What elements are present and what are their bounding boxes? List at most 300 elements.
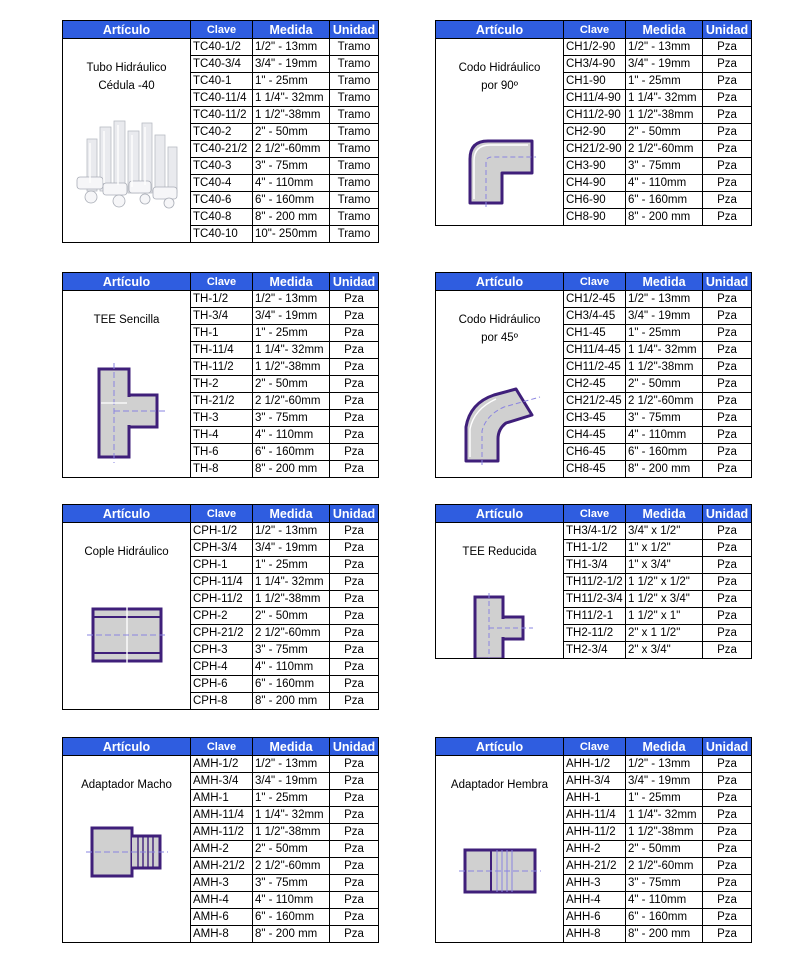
medida-cell: 8" - 200 mm — [253, 926, 330, 943]
product-name — [63, 59, 190, 95]
articulo-cell — [436, 756, 564, 943]
clave-cell: TH-1/2 — [191, 291, 253, 308]
medida-cell: 1/2" - 13mm — [626, 39, 703, 56]
clave-cell: CH2-45 — [564, 376, 626, 393]
clave-cell: CH11/2-90 — [564, 107, 626, 124]
header-medida: Medida — [626, 21, 703, 39]
medida-cell: 2 1/2"-60mm — [626, 141, 703, 158]
unidad-cell: Pza — [703, 824, 752, 841]
medida-cell: 6" - 160mm — [626, 192, 703, 209]
product-block-codo45 — [435, 272, 751, 478]
medida-cell: 1/2" - 13mm — [253, 523, 330, 540]
unidad-cell: Pza — [330, 342, 379, 359]
unidad-cell: Pza — [703, 773, 752, 790]
clave-cell: TC40-6 — [191, 192, 253, 209]
unidad-cell: Pza — [330, 773, 379, 790]
medida-cell: 2 1/2"-60mm — [253, 393, 330, 410]
clave-cell: CH4-45 — [564, 427, 626, 444]
clave-cell: TC40-2 — [191, 124, 253, 141]
medida-cell: 8" - 200 mm — [253, 209, 330, 226]
medida-cell: 1" - 25mm — [626, 790, 703, 807]
unidad-cell: Pza — [330, 444, 379, 461]
unidad-cell: Pza — [703, 124, 752, 141]
unidad-cell: Pza — [703, 325, 752, 342]
clave-cell: CPH-3/4 — [191, 540, 253, 557]
medida-cell: 1 1/4"- 32mm — [253, 574, 330, 591]
unidad-cell: Pza — [703, 158, 752, 175]
coupling-icon — [63, 603, 190, 667]
unidad-cell: Pza — [330, 427, 379, 444]
clave-cell: TC40-1 — [191, 73, 253, 90]
product-table — [435, 20, 752, 226]
product-name — [63, 543, 190, 561]
unidad-cell: Pza — [330, 756, 379, 773]
unidad-cell: Pza — [330, 909, 379, 926]
clave-cell: CPH-3 — [191, 642, 253, 659]
unidad-cell: Pza — [330, 410, 379, 427]
medida-cell: 4" - 110mm — [253, 427, 330, 444]
product-name-line: por 45º — [481, 332, 518, 344]
medida-cell: 2 1/2"-60mm — [253, 625, 330, 642]
medida-cell: 2 1/2"-60mm — [626, 393, 703, 410]
header-articulo: Artículo — [436, 21, 564, 39]
header-articulo: Artículo — [63, 273, 191, 291]
unidad-cell: Pza — [703, 841, 752, 858]
medida-cell: 1 1/2" x 1" — [626, 608, 703, 625]
product-name-line: Codo Hidráulico — [458, 62, 541, 74]
header-unidad: Unidad — [330, 273, 379, 291]
medida-cell: 2" - 50mm — [253, 376, 330, 393]
unidad-cell: Pza — [703, 591, 752, 608]
header-clave: Clave — [564, 738, 626, 756]
product-table — [62, 737, 379, 943]
clave-cell: CH11/4-90 — [564, 90, 626, 107]
unidad-cell: Pza — [703, 192, 752, 209]
unidad-cell: Pza — [703, 73, 752, 90]
medida-cell: 8" - 200 mm — [626, 209, 703, 226]
product-block-adaptador-macho — [62, 737, 378, 943]
header-clave: Clave — [564, 273, 626, 291]
clave-cell: TH11/2-3/4 — [564, 591, 626, 608]
clave-cell: AHH-11/2 — [564, 824, 626, 841]
unidad-cell: Pza — [703, 756, 752, 773]
header-clave: Clave — [564, 505, 626, 523]
medida-cell: 3" - 75mm — [253, 158, 330, 175]
unidad-cell: Pza — [703, 141, 752, 158]
medida-cell: 1/2" - 13mm — [626, 756, 703, 773]
medida-cell: 1 1/2" x 3/4" — [626, 591, 703, 608]
medida-cell: 4" - 110mm — [626, 892, 703, 909]
clave-cell: CH2-90 — [564, 124, 626, 141]
unidad-cell: Tramo — [330, 158, 379, 175]
unidad-cell: Pza — [330, 676, 379, 693]
clave-cell: TC40-8 — [191, 209, 253, 226]
header-unidad: Unidad — [703, 738, 752, 756]
medida-cell: 3" - 75mm — [253, 410, 330, 427]
medida-cell: 1" x 1/2" — [626, 540, 703, 557]
unidad-cell: Tramo — [330, 192, 379, 209]
unidad-cell: Pza — [703, 308, 752, 325]
medida-cell: 1 1/4"- 32mm — [626, 807, 703, 824]
medida-cell: 1" x 3/4" — [626, 557, 703, 574]
clave-cell: CPH-8 — [191, 693, 253, 710]
clave-cell: TC40-11/2 — [191, 107, 253, 124]
unidad-cell: Pza — [703, 39, 752, 56]
medida-cell: 10"- 250mm — [253, 226, 330, 243]
clave-cell: CH8-90 — [564, 209, 626, 226]
medida-cell: 2" x 3/4" — [626, 642, 703, 659]
unidad-cell: Pza — [330, 841, 379, 858]
clave-cell: AMH-8 — [191, 926, 253, 943]
header-clave: Clave — [191, 21, 253, 39]
medida-cell: 3/4" - 19mm — [626, 56, 703, 73]
clave-cell: AMH-3/4 — [191, 773, 253, 790]
medida-cell: 1 1/4"- 32mm — [253, 342, 330, 359]
clave-cell: CH3/4-90 — [564, 56, 626, 73]
unidad-cell: Pza — [703, 523, 752, 540]
clave-cell: AMH-6 — [191, 909, 253, 926]
product-name-line: por 90º — [481, 80, 518, 92]
articulo-cell — [436, 523, 564, 659]
header-unidad: Unidad — [703, 273, 752, 291]
medida-cell: 2" x 1 1/2" — [626, 625, 703, 642]
medida-cell: 2" - 50mm — [253, 124, 330, 141]
unidad-cell: Pza — [703, 461, 752, 478]
medida-cell: 1/2" - 13mm — [253, 39, 330, 56]
medida-cell: 1 1/2"-38mm — [626, 107, 703, 124]
header-unidad: Unidad — [330, 738, 379, 756]
medida-cell: 3" - 75mm — [253, 875, 330, 892]
medida-cell: 4" - 110mm — [253, 892, 330, 909]
medida-cell: 6" - 160mm — [253, 192, 330, 209]
product-name-line: Adaptador Macho — [81, 779, 172, 791]
unidad-cell: Pza — [330, 926, 379, 943]
clave-cell: AMH-4 — [191, 892, 253, 909]
product-name-line: Adaptador Hembra — [450, 779, 549, 791]
medida-cell: 2" - 50mm — [626, 841, 703, 858]
clave-cell: CH1/2-45 — [564, 291, 626, 308]
unidad-cell: Pza — [703, 175, 752, 192]
product-table — [435, 504, 752, 659]
unidad-cell: Pza — [330, 858, 379, 875]
unidad-cell: Pza — [703, 807, 752, 824]
table-row — [436, 39, 752, 56]
unidad-cell: Pza — [703, 926, 752, 943]
medida-cell: 3/4" - 19mm — [626, 773, 703, 790]
medida-cell: 1 1/2"-38mm — [626, 359, 703, 376]
clave-cell: TC40-4 — [191, 175, 253, 192]
medida-cell: 4" - 110mm — [626, 427, 703, 444]
articulo-cell — [63, 523, 191, 710]
clave-cell: AMH-21/2 — [191, 858, 253, 875]
table-row — [436, 756, 752, 773]
clave-cell: AMH-11/2 — [191, 824, 253, 841]
medida-cell: 1" - 25mm — [253, 325, 330, 342]
clave-cell: TH1-1/2 — [564, 540, 626, 557]
product-name-line: TEE Reducida — [462, 546, 537, 558]
clave-cell: CH4-90 — [564, 175, 626, 192]
unidad-cell: Pza — [330, 359, 379, 376]
product-name — [436, 543, 563, 561]
unidad-cell: Pza — [703, 393, 752, 410]
medida-cell: 3" - 75mm — [253, 642, 330, 659]
product-name-line: Tubo Hidráulico — [86, 62, 167, 74]
clave-cell: CH3-45 — [564, 410, 626, 427]
clave-cell: TH-6 — [191, 444, 253, 461]
medida-cell: 1 1/4"- 32mm — [253, 807, 330, 824]
unidad-cell: Pza — [330, 325, 379, 342]
clave-cell: TH-1 — [191, 325, 253, 342]
clave-cell: TH11/2-1/2 — [564, 574, 626, 591]
clave-cell: AHH-21/2 — [564, 858, 626, 875]
clave-cell: TC40-3 — [191, 158, 253, 175]
unidad-cell: Pza — [703, 557, 752, 574]
clave-cell: CPH-2 — [191, 608, 253, 625]
product-block-codo90 — [435, 20, 751, 226]
medida-cell: 1 1/2"-38mm — [253, 107, 330, 124]
unidad-cell: Tramo — [330, 226, 379, 243]
clave-cell: CH11/2-45 — [564, 359, 626, 376]
clave-cell: CH6-45 — [564, 444, 626, 461]
clave-cell: TH-21/2 — [191, 393, 253, 410]
medida-cell: 6" - 160mm — [253, 444, 330, 461]
articulo-cell — [436, 39, 564, 226]
pipe-bundle-photo — [63, 117, 190, 209]
unidad-cell: Pza — [703, 107, 752, 124]
unidad-cell: Tramo — [330, 56, 379, 73]
clave-cell: CH1-90 — [564, 73, 626, 90]
clave-cell: CH21/2-90 — [564, 141, 626, 158]
medida-cell: 1 1/4"- 32mm — [626, 90, 703, 107]
product-block-tee-reducida — [435, 504, 751, 659]
clave-cell: TH-11/2 — [191, 359, 253, 376]
header-medida: Medida — [253, 21, 330, 39]
table-row — [63, 756, 379, 773]
unidad-cell: Pza — [703, 90, 752, 107]
header-medida: Medida — [626, 273, 703, 291]
header-articulo: Artículo — [436, 505, 564, 523]
unidad-cell: Pza — [703, 291, 752, 308]
medida-cell: 3/4" x 1/2" — [626, 523, 703, 540]
female-adapter-icon — [436, 844, 563, 898]
medida-cell: 2" - 50mm — [626, 376, 703, 393]
clave-cell: AHH-2 — [564, 841, 626, 858]
product-name — [436, 311, 563, 347]
unidad-cell: Pza — [703, 342, 752, 359]
elbow-45-icon — [436, 387, 563, 465]
medida-cell: 8" - 200 mm — [253, 461, 330, 478]
unidad-cell: Pza — [330, 557, 379, 574]
clave-cell: AHH-1/2 — [564, 756, 626, 773]
male-adapter-icon — [63, 824, 190, 880]
table-row — [63, 291, 379, 308]
unidad-cell: Pza — [703, 376, 752, 393]
clave-cell: AHH-1 — [564, 790, 626, 807]
medida-cell: 4" - 110mm — [253, 659, 330, 676]
table-row — [436, 291, 752, 308]
medida-cell: 1" - 25mm — [253, 790, 330, 807]
product-name-line: Cople Hidráulico — [84, 546, 169, 558]
unidad-cell: Tramo — [330, 209, 379, 226]
unidad-cell: Pza — [330, 659, 379, 676]
medida-cell: 3/4" - 19mm — [253, 56, 330, 73]
product-table — [62, 20, 379, 243]
header-medida: Medida — [253, 505, 330, 523]
header-medida: Medida — [253, 738, 330, 756]
medida-cell: 1 1/2"-38mm — [253, 591, 330, 608]
elbow-90-icon — [436, 133, 563, 209]
medida-cell: 2 1/2"-60mm — [253, 858, 330, 875]
clave-cell: CH3-90 — [564, 158, 626, 175]
unidad-cell: Tramo — [330, 107, 379, 124]
product-name — [63, 311, 190, 329]
clave-cell: TH-11/4 — [191, 342, 253, 359]
header-articulo: Artículo — [63, 21, 191, 39]
header-articulo: Artículo — [436, 273, 564, 291]
unidad-cell: Pza — [330, 591, 379, 608]
clave-cell: AHH-11/4 — [564, 807, 626, 824]
product-name — [436, 59, 563, 95]
clave-cell: AMH-11/4 — [191, 807, 253, 824]
unidad-cell: Tramo — [330, 175, 379, 192]
medida-cell: 8" - 200 mm — [253, 693, 330, 710]
clave-cell: CPH-4 — [191, 659, 253, 676]
clave-cell: CH1/2-90 — [564, 39, 626, 56]
clave-cell: TH-4 — [191, 427, 253, 444]
unidad-cell: Tramo — [330, 124, 379, 141]
clave-cell: AHH-4 — [564, 892, 626, 909]
product-table — [62, 504, 379, 710]
unidad-cell: Pza — [703, 427, 752, 444]
unidad-cell: Pza — [703, 574, 752, 591]
header-clave: Clave — [191, 505, 253, 523]
articulo-cell — [63, 291, 191, 478]
medida-cell: 1 1/2"-38mm — [253, 359, 330, 376]
medida-cell: 1" - 25mm — [253, 557, 330, 574]
unidad-cell: Tramo — [330, 141, 379, 158]
medida-cell: 3" - 75mm — [626, 875, 703, 892]
medida-cell: 2" - 50mm — [253, 841, 330, 858]
tee-icon — [63, 363, 190, 463]
unidad-cell: Tramo — [330, 39, 379, 56]
unidad-cell: Pza — [330, 790, 379, 807]
clave-cell: AHH-3 — [564, 875, 626, 892]
clave-cell: CPH-21/2 — [191, 625, 253, 642]
unidad-cell: Pza — [330, 308, 379, 325]
header-medida: Medida — [626, 505, 703, 523]
medida-cell: 1 1/4"- 32mm — [626, 342, 703, 359]
product-block-tubo — [62, 20, 378, 243]
unidad-cell: Pza — [330, 892, 379, 909]
unidad-cell: Pza — [703, 209, 752, 226]
unidad-cell: Pza — [330, 574, 379, 591]
medida-cell: 1/2" - 13mm — [253, 756, 330, 773]
medida-cell: 1/2" - 13mm — [626, 291, 703, 308]
clave-cell: TC40-3/4 — [191, 56, 253, 73]
unidad-cell: Pza — [330, 875, 379, 892]
unidad-cell: Pza — [703, 444, 752, 461]
product-block-tee — [62, 272, 378, 478]
medida-cell: 2 1/2"-60mm — [253, 141, 330, 158]
product-block-adaptador-hembra — [435, 737, 751, 943]
unidad-cell: Pza — [703, 892, 752, 909]
medida-cell: 4" - 110mm — [626, 175, 703, 192]
unidad-cell: Pza — [703, 909, 752, 926]
medida-cell: 6" - 160mm — [626, 909, 703, 926]
product-table — [435, 737, 752, 943]
header-unidad: Unidad — [330, 21, 379, 39]
unidad-cell: Pza — [330, 461, 379, 478]
product-name — [436, 776, 563, 794]
product-name-line: TEE Sencilla — [93, 314, 160, 326]
clave-cell: TH11/2-1 — [564, 608, 626, 625]
medida-cell: 3/4" - 19mm — [626, 308, 703, 325]
clave-cell: CPH-11/2 — [191, 591, 253, 608]
unidad-cell: Pza — [703, 790, 752, 807]
unidad-cell: Pza — [703, 875, 752, 892]
medida-cell: 6" - 160mm — [626, 444, 703, 461]
unidad-cell: Pza — [703, 359, 752, 376]
medida-cell: 3/4" - 19mm — [253, 540, 330, 557]
clave-cell: TH2-3/4 — [564, 642, 626, 659]
clave-cell: TH3/4-1/2 — [564, 523, 626, 540]
medida-cell: 2 1/2"-60mm — [626, 858, 703, 875]
product-block-cople — [62, 504, 378, 710]
medida-cell: 3" - 75mm — [626, 158, 703, 175]
clave-cell: TH-3/4 — [191, 308, 253, 325]
clave-cell: TH2-11/2 — [564, 625, 626, 642]
product-table — [435, 272, 752, 478]
unidad-cell: Pza — [703, 608, 752, 625]
medida-cell: 1" - 25mm — [253, 73, 330, 90]
unidad-cell: Tramo — [330, 73, 379, 90]
reducing-tee-icon — [436, 593, 563, 659]
clave-cell: TH1-3/4 — [564, 557, 626, 574]
clave-cell: CPH-6 — [191, 676, 253, 693]
unidad-cell: Pza — [330, 608, 379, 625]
unidad-cell: Pza — [330, 291, 379, 308]
medida-cell: 6" - 160mm — [253, 676, 330, 693]
clave-cell: TH-3 — [191, 410, 253, 427]
articulo-cell — [63, 39, 191, 243]
medida-cell: 2" - 50mm — [626, 124, 703, 141]
medida-cell: 3" - 75mm — [626, 410, 703, 427]
header-articulo: Artículo — [436, 738, 564, 756]
medida-cell: 1/2" - 13mm — [253, 291, 330, 308]
medida-cell: 1 1/4"- 32mm — [253, 90, 330, 107]
header-unidad: Unidad — [703, 505, 752, 523]
unidad-cell: Pza — [703, 642, 752, 659]
unidad-cell: Pza — [330, 376, 379, 393]
unidad-cell: Pza — [330, 693, 379, 710]
unidad-cell: Pza — [703, 625, 752, 642]
medida-cell: 3/4" - 19mm — [253, 773, 330, 790]
clave-cell: AMH-1/2 — [191, 756, 253, 773]
clave-cell: CPH-1/2 — [191, 523, 253, 540]
header-medida: Medida — [253, 273, 330, 291]
header-medida: Medida — [626, 738, 703, 756]
unidad-cell: Pza — [330, 625, 379, 642]
header-clave: Clave — [191, 273, 253, 291]
unidad-cell: Pza — [703, 858, 752, 875]
medida-cell: 1 1/2"-38mm — [253, 824, 330, 841]
medida-cell: 8" - 200 mm — [626, 461, 703, 478]
product-name — [63, 776, 190, 794]
unidad-cell: Pza — [330, 540, 379, 557]
articulo-cell — [63, 756, 191, 943]
clave-cell: AMH-1 — [191, 790, 253, 807]
articulo-cell — [436, 291, 564, 478]
